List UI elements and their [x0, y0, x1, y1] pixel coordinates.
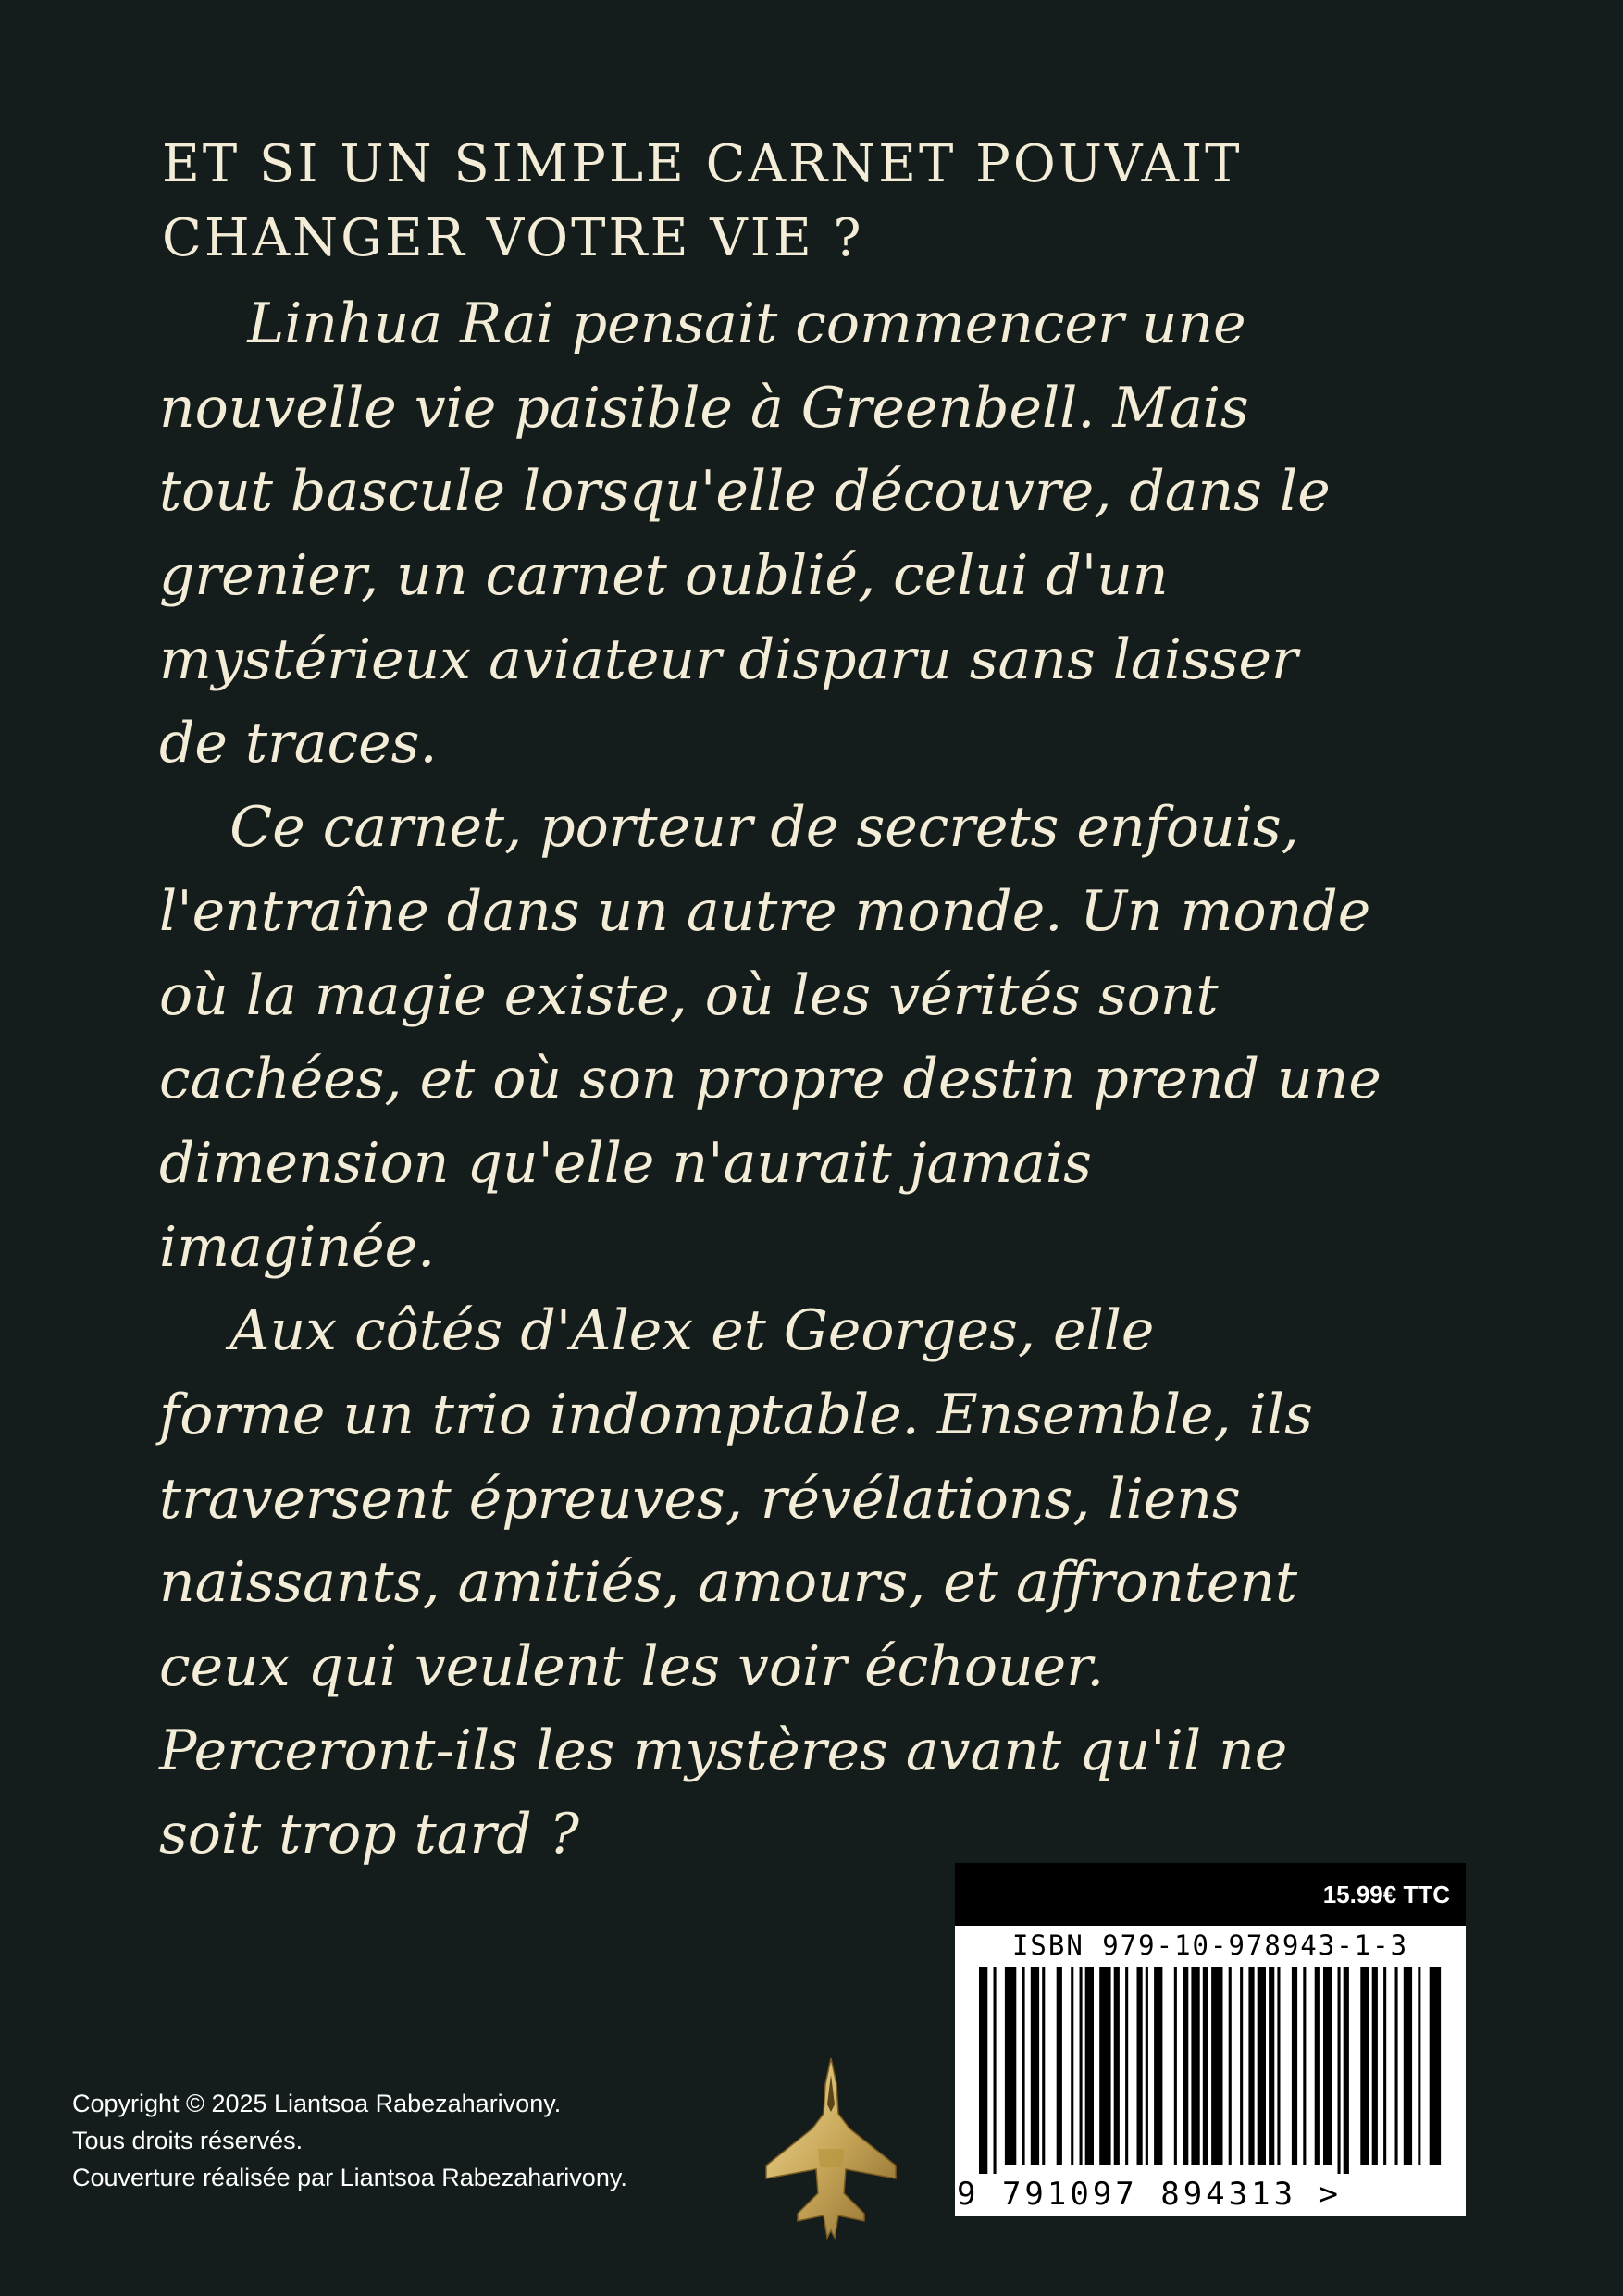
barcode-bar — [1080, 1967, 1083, 2165]
barcode-bar — [1404, 1967, 1412, 2165]
price-text: 15.99€ TTC — [1322, 1880, 1450, 1908]
ean-digits: 9 791097 894313 > — [957, 2176, 1342, 2213]
isbn-barcode — [955, 1926, 1466, 2216]
headline-line: ET SI UN SIMPLE CARNET POUVAIT — [162, 134, 1243, 194]
barcode-bar — [1022, 1967, 1025, 2165]
barcode-bar — [1430, 1967, 1441, 2165]
barcode-bar — [1125, 1967, 1128, 2165]
blurb-line: mystérieux aviateur disparu sans laisser — [159, 627, 1298, 692]
blurb-line: tout bascule lorsqu'elle découvre, dans le — [159, 459, 1331, 525]
barcode-bar — [1338, 1967, 1341, 2174]
barcode-bar — [1031, 1967, 1039, 2165]
barcode-bar — [1174, 1967, 1177, 2165]
barcode-bar — [1229, 1967, 1232, 2165]
barcode-bar — [1071, 1967, 1073, 2165]
barcode-bar — [1203, 1967, 1208, 2165]
barcode-bar — [1395, 1967, 1398, 2165]
barcode-bar — [1057, 1967, 1062, 2165]
blurb-line: cachées, et où son propre destin prend une — [159, 1047, 1381, 1112]
barcode-bar — [1344, 1967, 1349, 2174]
blurb-line: forme un trio indomptable. Ensemble, ils — [159, 1382, 1313, 1447]
blurb-line: imaginée. — [159, 1214, 436, 1280]
blurb-line: où la magie existe, où les vérités sont — [159, 962, 1219, 1028]
blurb-line: nouvelle vie paisible à Greenbell. Mais — [159, 375, 1249, 441]
barcode-bar — [1360, 1967, 1369, 2165]
barcode-bar — [1099, 1967, 1110, 2165]
blurb-line: l'entraîne dans un autre monde. Un monde — [159, 878, 1371, 944]
barcode-bar — [994, 1967, 997, 2174]
price-label — [955, 1863, 1466, 1926]
barcode-bar — [1146, 1967, 1148, 2165]
barcode-bar — [1315, 1967, 1320, 2165]
blurb-line: Ce carnet, porteur de secrets enfouis, — [159, 795, 1299, 861]
fighter-jet-icon — [757, 2056, 905, 2241]
copyright-line: Copyright © 2025 Liantsoa Rabezaharivony. — [72, 2090, 562, 2117]
barcode-bar — [1277, 1967, 1280, 2165]
isbn-text: ISBN 979-10-978943-1-3 — [1011, 1930, 1409, 1961]
barcode-bar — [1154, 1967, 1162, 2165]
barcode-bar — [1303, 1967, 1306, 2165]
blurb — [159, 282, 1473, 1877]
barcode-bar — [1137, 1967, 1143, 2165]
blurb-line: Aux côtés d'Alex et Georges, elle — [159, 1298, 1155, 1364]
copyright-notice — [72, 2085, 775, 2196]
copyright-line: Tous droits réservés. — [72, 2127, 304, 2154]
blurb-line: Linhua Rai pensait commencer une — [159, 292, 1246, 356]
barcode-bars — [955, 1967, 1466, 2176]
barcode-bar — [1042, 1967, 1045, 2165]
barcode-bar — [1269, 1967, 1274, 2165]
blurb-line: naissants, amitiés, amours, et affrontent — [159, 1550, 1298, 1616]
barcode-bar — [1292, 1967, 1297, 2165]
barcode-bar — [979, 1967, 987, 2174]
blurb-line: de traces. — [159, 711, 438, 776]
barcode-bar — [1085, 1967, 1094, 2165]
blurb-line: Perceront-ils les mystères avant qu'il ne — [159, 1718, 1288, 1783]
headline-line: CHANGER VOTRE VIE ? — [162, 208, 864, 268]
blurb-line: traversent épreuves, révélations, liens — [159, 1466, 1241, 1532]
blurb-line: soit trop tard ? — [159, 1802, 579, 1868]
barcode-bar — [1418, 1967, 1420, 2165]
barcode-bar — [1258, 1967, 1266, 2165]
copyright-line: Couverture réalisée par Liantsoa Rabezaharivony. — [72, 2164, 627, 2191]
barcode-bar — [1240, 1967, 1243, 2165]
barcode-bar — [1323, 1967, 1332, 2165]
blurb-line: dimension qu'elle n'aurait jamais — [159, 1130, 1092, 1196]
blurb-line: ceux qui veulent les voir échouer. — [159, 1634, 1105, 1699]
barcode-bar — [1183, 1967, 1188, 2165]
barcode-bar — [1383, 1967, 1386, 2165]
blurb-line: grenier, un carnet oublié, celui d'un — [159, 543, 1169, 609]
barcode-bar — [1372, 1967, 1378, 2165]
barcode-bar — [1248, 1967, 1254, 2165]
barcode-bar — [1211, 1967, 1222, 2165]
barcode-bar — [1191, 1967, 1199, 2165]
barcode-bar — [1114, 1967, 1120, 2165]
headline — [162, 128, 1457, 276]
barcode-bar — [1005, 1967, 1016, 2165]
